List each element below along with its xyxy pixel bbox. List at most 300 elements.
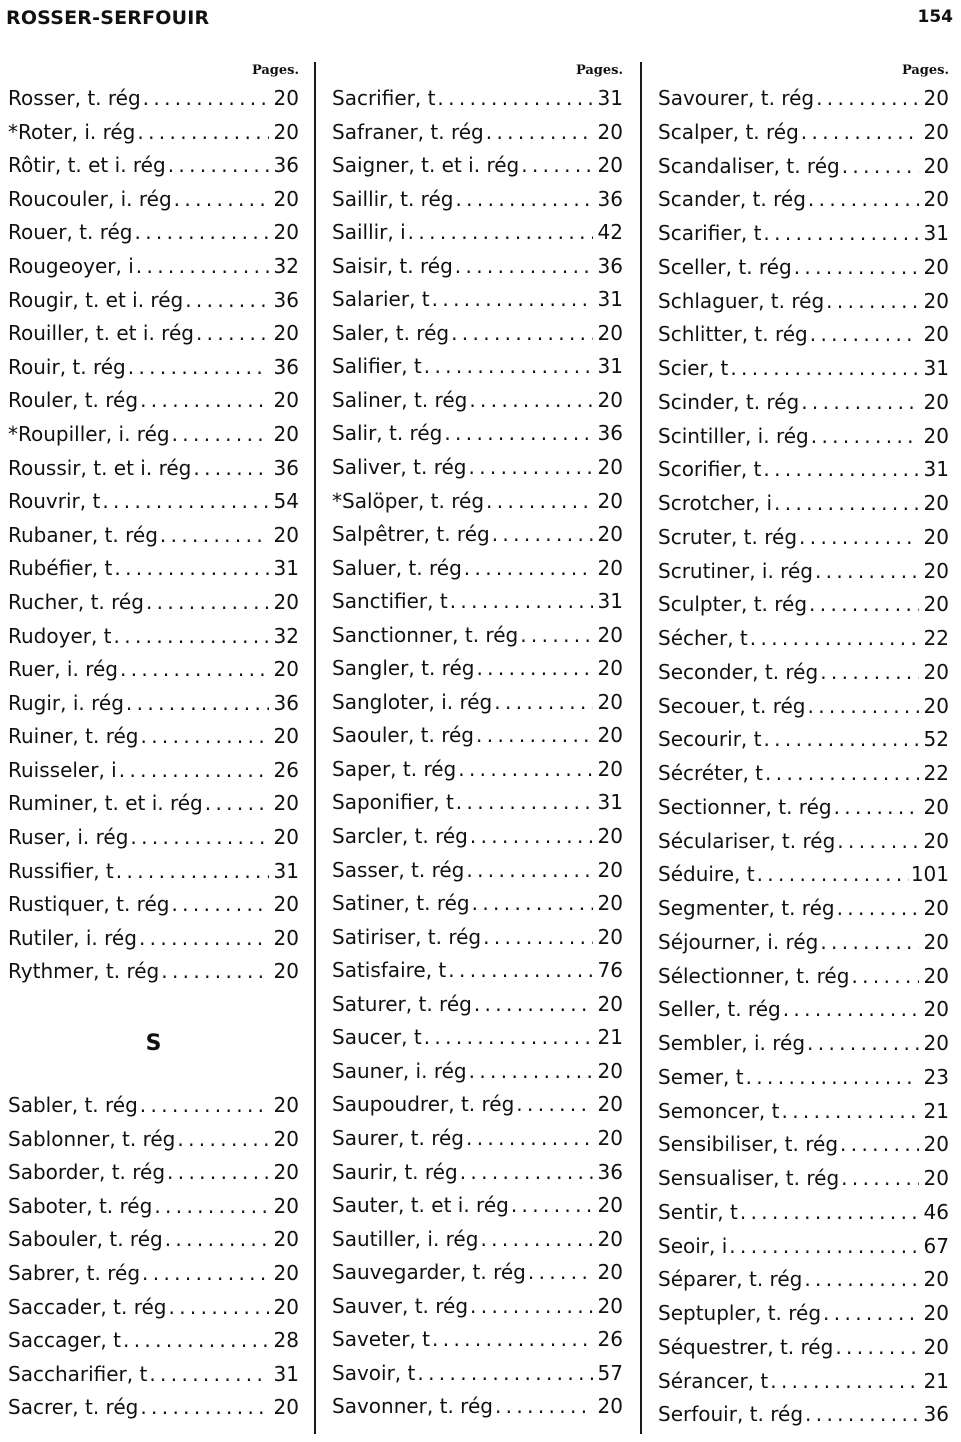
entry-page: 20 [273, 388, 299, 413]
entry-term: Sécréter, t [658, 761, 764, 785]
index-entry [658, 1162, 949, 1196]
entry-term: Scander, t. rég [658, 187, 806, 212]
entry-page: 20 [597, 756, 623, 781]
entry-term: Satiriser, t. rég [332, 924, 482, 949]
entry-term: Saillir, t. rég [332, 186, 454, 211]
leader-dots [172, 418, 269, 452]
entry-page: 20 [597, 891, 623, 916]
leader-dots [511, 1189, 593, 1223]
entries [332, 82, 623, 1424]
entry-page: 20 [597, 1226, 623, 1251]
entry-term: Sectionner, t. rég [658, 794, 832, 819]
entry-term: Saliver, t. rég [332, 455, 467, 480]
entry-page: 20 [923, 1132, 949, 1157]
index-entry [8, 821, 299, 855]
entry-page: 20 [923, 963, 949, 988]
entry-term: Satisfaire, t [332, 958, 447, 983]
leader-dots [770, 1365, 919, 1399]
entry-term: Sacrifier, t [332, 86, 436, 110]
entry-term: Saigner, t. et i. rég [332, 153, 520, 178]
entry-page: 21 [923, 1098, 949, 1123]
index-entry [8, 1291, 299, 1325]
entry-term: Scruter, t. rég [658, 524, 798, 549]
entry-page: 20 [923, 288, 949, 313]
index-entry [658, 690, 949, 724]
index-entry [332, 1223, 623, 1257]
leader-dots [763, 217, 919, 251]
index-entry [8, 317, 299, 351]
entry-page: 31 [923, 457, 949, 482]
entry-page: 42 [597, 220, 623, 245]
leader-dots [424, 1021, 593, 1055]
index-entry [332, 1290, 623, 1324]
entry-page: 20 [273, 1126, 299, 1151]
leader-dots [143, 82, 269, 116]
index-entry [332, 317, 623, 351]
index-entry [658, 1061, 949, 1095]
entry-page: 20 [273, 1227, 299, 1252]
entry-term: Secourir, t [658, 727, 762, 752]
pages-label: Pages. [575, 63, 623, 78]
entry-page: 36 [923, 1402, 949, 1427]
entry-page: 20 [597, 824, 623, 849]
entry-term: Saucer, t [332, 1025, 422, 1050]
entry-term: Schlitter, t. rég [658, 322, 808, 347]
leader-dots [528, 1256, 593, 1290]
index-entry [8, 687, 299, 721]
entry-term: Saliner, t. rég [332, 387, 468, 412]
entry-term: Sangloter, i. rég [332, 689, 493, 714]
entry-page: 20 [273, 1294, 299, 1319]
entry-term: Ruser, i. rég [8, 825, 129, 850]
leader-dots [126, 687, 269, 721]
entry-page: 20 [597, 1193, 623, 1218]
index-entry [332, 183, 623, 217]
leader-dots [437, 82, 593, 116]
entry-term: Scorifier, t [658, 457, 762, 482]
leader-dots [746, 1061, 919, 1095]
index-entry [332, 518, 623, 552]
entry-term: Semer, t [658, 1064, 744, 1089]
entry-term: Sangler, t. rég [332, 656, 475, 681]
entry-page: 20 [597, 622, 623, 647]
index-entry [658, 1365, 949, 1399]
leader-dots [114, 552, 269, 586]
leader-dots [468, 451, 593, 485]
entry-page: 20 [273, 186, 299, 211]
entry-page: 36 [597, 1159, 623, 1184]
entry-term: Rutiler, i. rég [8, 925, 137, 950]
entry-page: 20 [273, 791, 299, 816]
index-entry [658, 1128, 949, 1162]
index-entry [658, 1263, 949, 1297]
entry-page: 20 [597, 723, 623, 748]
entry-page: 32 [273, 253, 299, 278]
entry-page: 20 [273, 1160, 299, 1185]
entry-page: 20 [923, 558, 949, 583]
entry-term: Sauver, t. rég [332, 1293, 469, 1318]
leader-dots [826, 285, 919, 319]
index-entry [332, 1021, 623, 1055]
index-entry [332, 719, 623, 753]
entry-page: 20 [597, 1092, 623, 1117]
entry-term: Ruminer, t. et i. rég [8, 791, 203, 816]
entries-s [8, 1089, 299, 1425]
index-entry [658, 791, 949, 825]
index-entry [8, 653, 299, 687]
entry-term: Saurir, t. rég [332, 1159, 458, 1184]
index-entry [8, 116, 299, 150]
leader-dots [801, 116, 919, 150]
index-entry [658, 1297, 949, 1331]
entry-page: 20 [273, 522, 299, 547]
entry-page: 20 [273, 925, 299, 950]
index-entry [658, 1027, 949, 1061]
entry-term: Sensibiliser, t. rég [658, 1132, 839, 1157]
entry-term: *Roter, i. rég [8, 119, 136, 144]
entry-page: 20 [597, 857, 623, 882]
entry-page: 20 [273, 1395, 299, 1420]
leader-dots [116, 855, 269, 889]
entry-page: 101 [910, 862, 949, 887]
entry-page: 20 [923, 1166, 949, 1190]
leader-dots [750, 622, 919, 656]
entry-page: 36 [273, 153, 299, 178]
leader-dots [466, 1122, 593, 1156]
entry-term: Saurer, t. rég [332, 1125, 464, 1150]
entry-term: Scarifier, t [658, 221, 762, 245]
entry-term: Saponifier, t [332, 790, 454, 815]
entry-term: Secouer, t. rég [658, 693, 806, 718]
entry-page: 20 [923, 997, 949, 1022]
index-entry [332, 1189, 623, 1223]
entry-page: 20 [923, 929, 949, 954]
leader-dots [840, 1128, 919, 1162]
entry-page: 20 [923, 423, 949, 448]
entry-term: Séculariser, t. rég [658, 828, 836, 853]
entry-page: 20 [923, 659, 949, 684]
leader-dots [149, 1358, 269, 1392]
index-entry [8, 620, 299, 654]
index-entry [332, 954, 623, 988]
entry-page: 20 [597, 387, 623, 412]
entry-page: 22 [923, 626, 949, 650]
pages-label: Pages. [251, 63, 299, 78]
index-entry [332, 652, 623, 686]
index-entry [8, 720, 299, 754]
leader-dots [417, 1357, 593, 1391]
entry-page: 36 [597, 253, 623, 278]
index-entry [658, 82, 949, 116]
index-entry [8, 216, 299, 250]
leader-dots [851, 960, 919, 994]
index-entry [8, 418, 299, 452]
leader-dots [472, 887, 593, 921]
index-entry [8, 1223, 299, 1257]
leader-dots [139, 922, 269, 956]
index-entry [8, 250, 299, 284]
column-2 [332, 60, 623, 1424]
entry-page: 31 [597, 589, 623, 614]
index-entry [658, 251, 949, 285]
entry-term: Sautiller, i. rég [332, 1226, 479, 1251]
index-entry [658, 622, 949, 656]
entry-term: Sauner, i. rég [332, 1058, 467, 1083]
leader-dots [492, 518, 593, 552]
leader-dots [729, 1230, 919, 1264]
leader-dots [458, 753, 593, 787]
leader-dots [174, 183, 269, 217]
leader-dots [136, 250, 269, 284]
entry-term: Saveter, t [332, 1327, 431, 1352]
entry-term: Savonner, t. rég [332, 1394, 493, 1419]
entry-term: Saler, t. rég [332, 320, 450, 345]
index-entry [8, 922, 299, 956]
entry-term: Semoncer, t [658, 1098, 780, 1123]
leader-dots [168, 1291, 269, 1325]
entry-term: Sabrer, t. rég [8, 1261, 141, 1285]
entry-page: 26 [597, 1327, 623, 1352]
entry-page: 21 [923, 1368, 949, 1393]
leader-dots [470, 1290, 593, 1324]
entry-page: 20 [923, 491, 949, 515]
entry-page: 31 [273, 1361, 299, 1386]
index-entry [658, 285, 949, 319]
leader-dots [193, 452, 269, 486]
leader-dots [137, 116, 269, 150]
entry-term: Rythmer, t. rég [8, 959, 160, 984]
entries-r [8, 82, 299, 989]
leader-dots [801, 386, 919, 420]
entry-page: 20 [273, 1193, 299, 1218]
entry-page: 31 [273, 858, 299, 883]
index-entry [332, 1055, 623, 1089]
entry-term: Sauter, t. et i. rég [332, 1193, 509, 1218]
leader-dots [160, 519, 269, 553]
index-entry [658, 1230, 949, 1264]
entry-term: Sauvegarder, t. rég [332, 1260, 526, 1285]
entry-term: Saluer, t. rég [332, 555, 462, 580]
leader-dots [205, 787, 269, 821]
entry-term: Ruisseler, i [8, 757, 117, 782]
entry-term: Saccader, t. rég [8, 1294, 167, 1319]
index-entry [8, 1123, 299, 1157]
entry-term: Sculpter, t. rég [658, 592, 808, 617]
index-entry [658, 757, 949, 791]
entry-page: 20 [273, 657, 299, 682]
index-entry [658, 555, 949, 589]
leader-dots [837, 892, 919, 926]
entry-term: Scier, t [658, 356, 729, 380]
entry-page: 20 [923, 1301, 949, 1325]
entry-term: Rosser, t. rég [8, 86, 141, 110]
entry-page: 20 [923, 1334, 949, 1359]
leader-dots [476, 652, 593, 686]
entry-term: Scinder, t. rég [658, 389, 800, 414]
entry-page: 20 [923, 187, 949, 212]
entry-term: Séparer, t. rég [658, 1267, 803, 1292]
entry-page: 20 [273, 1261, 299, 1285]
entry-term: Scrotcher, i [658, 491, 773, 515]
entry-page: 21 [597, 1025, 623, 1050]
entry-page: 31 [923, 356, 949, 380]
entry-term: Savoir, t [332, 1360, 416, 1385]
index-entry [8, 855, 299, 889]
entry-term: Sentir, t [658, 1199, 738, 1224]
leader-dots [799, 521, 919, 555]
entry-page: 20 [273, 119, 299, 144]
entry-term: Saouler, t. rég [332, 723, 475, 748]
entry-page: 20 [273, 892, 299, 917]
entry-term: Rubaner, t. rég [8, 522, 158, 547]
entry-term: Rougeoyer, i [8, 253, 134, 278]
entry-term: Séjourner, i. rég [658, 929, 819, 954]
leader-dots [774, 487, 919, 521]
entry-term: Saupoudrer, t. rég [332, 1092, 515, 1117]
index-entry [332, 451, 623, 485]
entry-term: Saccager, t [8, 1328, 121, 1353]
leader-dots [837, 825, 919, 859]
index-entry [332, 384, 623, 418]
index-entry [8, 1391, 299, 1425]
index-entry [658, 521, 949, 555]
index-entry [8, 519, 299, 553]
index-entry [8, 284, 299, 318]
leader-dots [135, 216, 270, 250]
leader-dots [805, 1398, 919, 1432]
index-entry [8, 1190, 299, 1224]
entry-page: 76 [597, 958, 623, 983]
leader-dots [808, 690, 920, 724]
section-letter: S [145, 1031, 162, 1057]
entry-term: Saccharifier, t [8, 1361, 148, 1386]
entry-term: Seoir, i [658, 1233, 728, 1258]
entry-page: 31 [597, 790, 623, 815]
entry-page: 20 [597, 455, 623, 480]
leader-dots [757, 858, 909, 892]
entry-term: Schlaguer, t. rég [658, 288, 825, 313]
entry-page: 20 [597, 488, 623, 513]
leader-dots [474, 988, 593, 1022]
entry-page: 20 [273, 220, 299, 245]
leader-dots [807, 1027, 919, 1061]
index-entry [8, 149, 299, 183]
leader-dots [114, 620, 269, 654]
leader-dots [494, 686, 593, 720]
entry-term: Rougir, t. et i. rég [8, 287, 184, 312]
entry-page: 20 [273, 724, 299, 749]
entry-term: Rugir, i. rég [8, 690, 124, 715]
entry-page: 31 [597, 287, 623, 312]
leader-dots [120, 653, 269, 687]
entry-page: 36 [597, 421, 623, 446]
leader-dots [146, 586, 269, 620]
entry-term: Rustiquer, t. rég [8, 892, 170, 917]
entry-page: 20 [597, 689, 623, 714]
leader-dots [141, 720, 270, 754]
entry-term: Sasser, t. rég [332, 857, 465, 882]
entry-page: 20 [273, 825, 299, 850]
index-entry [8, 552, 299, 586]
index-entry [658, 825, 949, 859]
entry-page: 22 [923, 761, 949, 785]
entry-term: Sanctionner, t. rég [332, 622, 519, 647]
entry-page: 20 [597, 320, 623, 345]
entry-term: Rouiller, t. et i. rég [8, 321, 194, 346]
index-entry [332, 786, 623, 820]
entry-page: 36 [597, 186, 623, 211]
entry-page: 20 [923, 322, 949, 347]
entry-page: 20 [273, 959, 299, 984]
entry-page: 20 [597, 1293, 623, 1318]
entry-term: Russifier, t [8, 858, 114, 883]
entry-term: Safraner, t. rég [332, 119, 484, 144]
leader-dots [811, 420, 919, 454]
entry-term: *Roupiller, i. rég [8, 421, 170, 446]
leader-dots [171, 888, 269, 922]
entry-page: 20 [273, 1093, 299, 1118]
leader-dots [480, 1223, 593, 1257]
leader-dots [483, 921, 593, 955]
entry-page: 20 [597, 1394, 623, 1419]
entry-term: Roussir, t. et i. rég [8, 455, 192, 480]
entry-page: 20 [597, 924, 623, 949]
entry-term: Salir, t. rég [332, 421, 443, 446]
leader-dots [165, 1223, 269, 1257]
leader-dots [816, 82, 919, 116]
index-entry [332, 552, 623, 586]
entry-term: Rouler, t. rég [8, 388, 139, 413]
entry-page: 20 [597, 1058, 623, 1083]
leader-dots [820, 656, 919, 690]
index-entry [658, 588, 949, 622]
index-entry [658, 453, 949, 487]
entry-page: 20 [273, 589, 299, 614]
leader-dots [516, 1088, 593, 1122]
column-1 [8, 60, 299, 1425]
entry-term: Sablonner, t. rég [8, 1126, 176, 1151]
index-entry [658, 723, 949, 757]
index-entry [332, 283, 623, 317]
leader-dots [196, 317, 269, 351]
index-entry [8, 351, 299, 385]
leader-dots [119, 754, 269, 788]
entry-page: 26 [273, 757, 299, 782]
entries [658, 82, 949, 1432]
entry-page: 20 [923, 1031, 949, 1055]
leader-dots [123, 1324, 269, 1358]
entry-term: Seller, t. rég [658, 997, 781, 1022]
index-entry [332, 1088, 623, 1122]
entry-term: Rôtir, t. et i. rég [8, 153, 166, 178]
index-entry [8, 955, 299, 989]
entry-page: 20 [273, 321, 299, 346]
index-entry [332, 854, 623, 888]
leader-dots [495, 1390, 593, 1424]
leader-dots [460, 1156, 593, 1190]
entry-term: Ruer, i. rég [8, 657, 118, 682]
index-entry [332, 753, 623, 787]
index-entry [8, 384, 299, 418]
leader-dots [102, 485, 269, 519]
leader-dots [168, 149, 269, 183]
entry-page: 20 [597, 153, 623, 178]
leader-dots [142, 1257, 269, 1291]
column-divider [640, 62, 642, 1434]
entry-term: Rouvrir, t [8, 489, 101, 514]
leader-dots [842, 150, 919, 184]
index-entry [658, 656, 949, 690]
